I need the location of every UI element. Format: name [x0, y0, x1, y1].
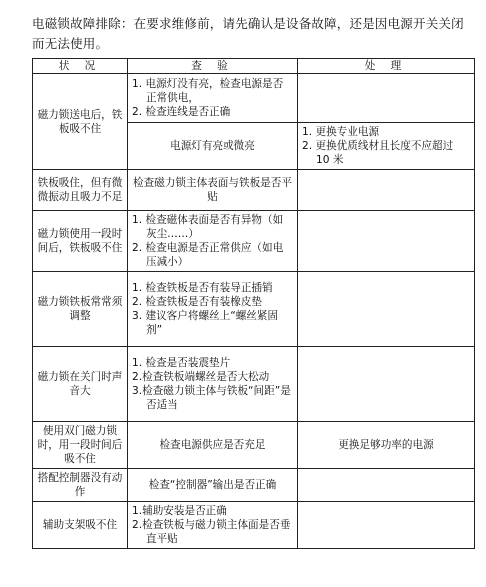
row-check: 电源灯有亮或微亮 — [128, 123, 298, 170]
row-action-empty — [298, 211, 475, 272]
table-row — [33, 170, 475, 211]
header-action: 处 理 — [298, 59, 475, 74]
row-action-empty — [298, 170, 475, 211]
row-check — [128, 347, 298, 422]
check-step: 2. 检查铁板是否有装橡皮垫 — [132, 296, 263, 308]
check-step: 2. 检查连线是否正确 — [132, 106, 231, 118]
check-step: 1. 检查是否装震垫片 — [132, 357, 231, 369]
check-step: 2.检查铁板与磁力锁主体面是否垂直平贴 — [132, 519, 291, 545]
row-action — [298, 123, 475, 170]
table-row — [33, 469, 475, 502]
check-step: 3. 建议客户将螺丝上“螺丝紧固剂” — [132, 310, 279, 336]
row-check — [128, 74, 298, 123]
row-action-empty — [298, 74, 475, 123]
header-status: 状 况 — [33, 59, 128, 74]
table-row — [33, 502, 475, 549]
row-check — [128, 272, 298, 347]
row-status: 磁力锁送电后，铁板吸不住 — [33, 74, 128, 170]
table-row — [33, 422, 475, 469]
check-step: 1. 检查铁板是否有装导正插销 — [132, 282, 273, 294]
table-row — [33, 211, 475, 272]
row-status: 磁力锁在关门时声音大 — [33, 347, 128, 422]
check-step: 1.辅助安装是否正确 — [132, 505, 227, 517]
check-step: 1. 电源灯没有亮，检查电源是否正常供电， — [132, 78, 284, 104]
row-action-empty — [298, 347, 475, 422]
row-check: 检查磁力锁主体表面与铁板是否平贴 — [128, 170, 298, 211]
row-status: 磁力锁使用一段时间后，铁板吸不住 — [33, 211, 128, 272]
check-step: 1. 检查磁体表面是否有异物（如灰尘……） — [132, 214, 284, 240]
row-action-empty — [298, 272, 475, 347]
table-header-row — [33, 59, 475, 74]
table-row — [33, 272, 475, 347]
row-status: 磁力锁铁板常常须调整 — [33, 272, 128, 347]
row-action: 更换足够功率的电源 — [298, 422, 475, 469]
check-step: 2.检查铁板端螺丝是否大松动 — [132, 371, 270, 383]
intro-text: 电磁锁故障排除：在要求维修前，请先确认是设备故障，还是因电源开关关闭而无法使用。 — [32, 16, 464, 51]
row-check: 检查“控制器”输出是否正确 — [128, 469, 298, 502]
row-check — [128, 502, 298, 549]
row-action-empty — [298, 469, 475, 502]
table-row — [33, 347, 475, 422]
row-status: 搭配控制器没有动作 — [33, 469, 128, 502]
action-step: 1. 更换专业电源 — [302, 126, 380, 138]
row-action-empty — [298, 502, 475, 549]
row-status: 使用双门磁力锁时，用一段时间后吸不住 — [33, 422, 128, 469]
table-row — [33, 74, 475, 123]
header-check: 查 验 — [128, 59, 298, 74]
row-status: 铁板吸住，但有微微振动且吸力不足 — [33, 170, 128, 211]
troubleshooting-table — [32, 58, 475, 549]
action-step: 2. 更换优质线材且长度不应超过 10 米 — [302, 140, 454, 166]
check-step: 2. 检查电源是否正常供应（如电压减小） — [132, 242, 284, 268]
row-check: 检查电源供应是否充足 — [128, 422, 298, 469]
check-step: 3.检查磁力锁主体与铁板“间距”是否适当 — [132, 385, 291, 411]
row-check — [128, 211, 298, 272]
row-status: 辅助支架吸不住 — [33, 502, 128, 549]
